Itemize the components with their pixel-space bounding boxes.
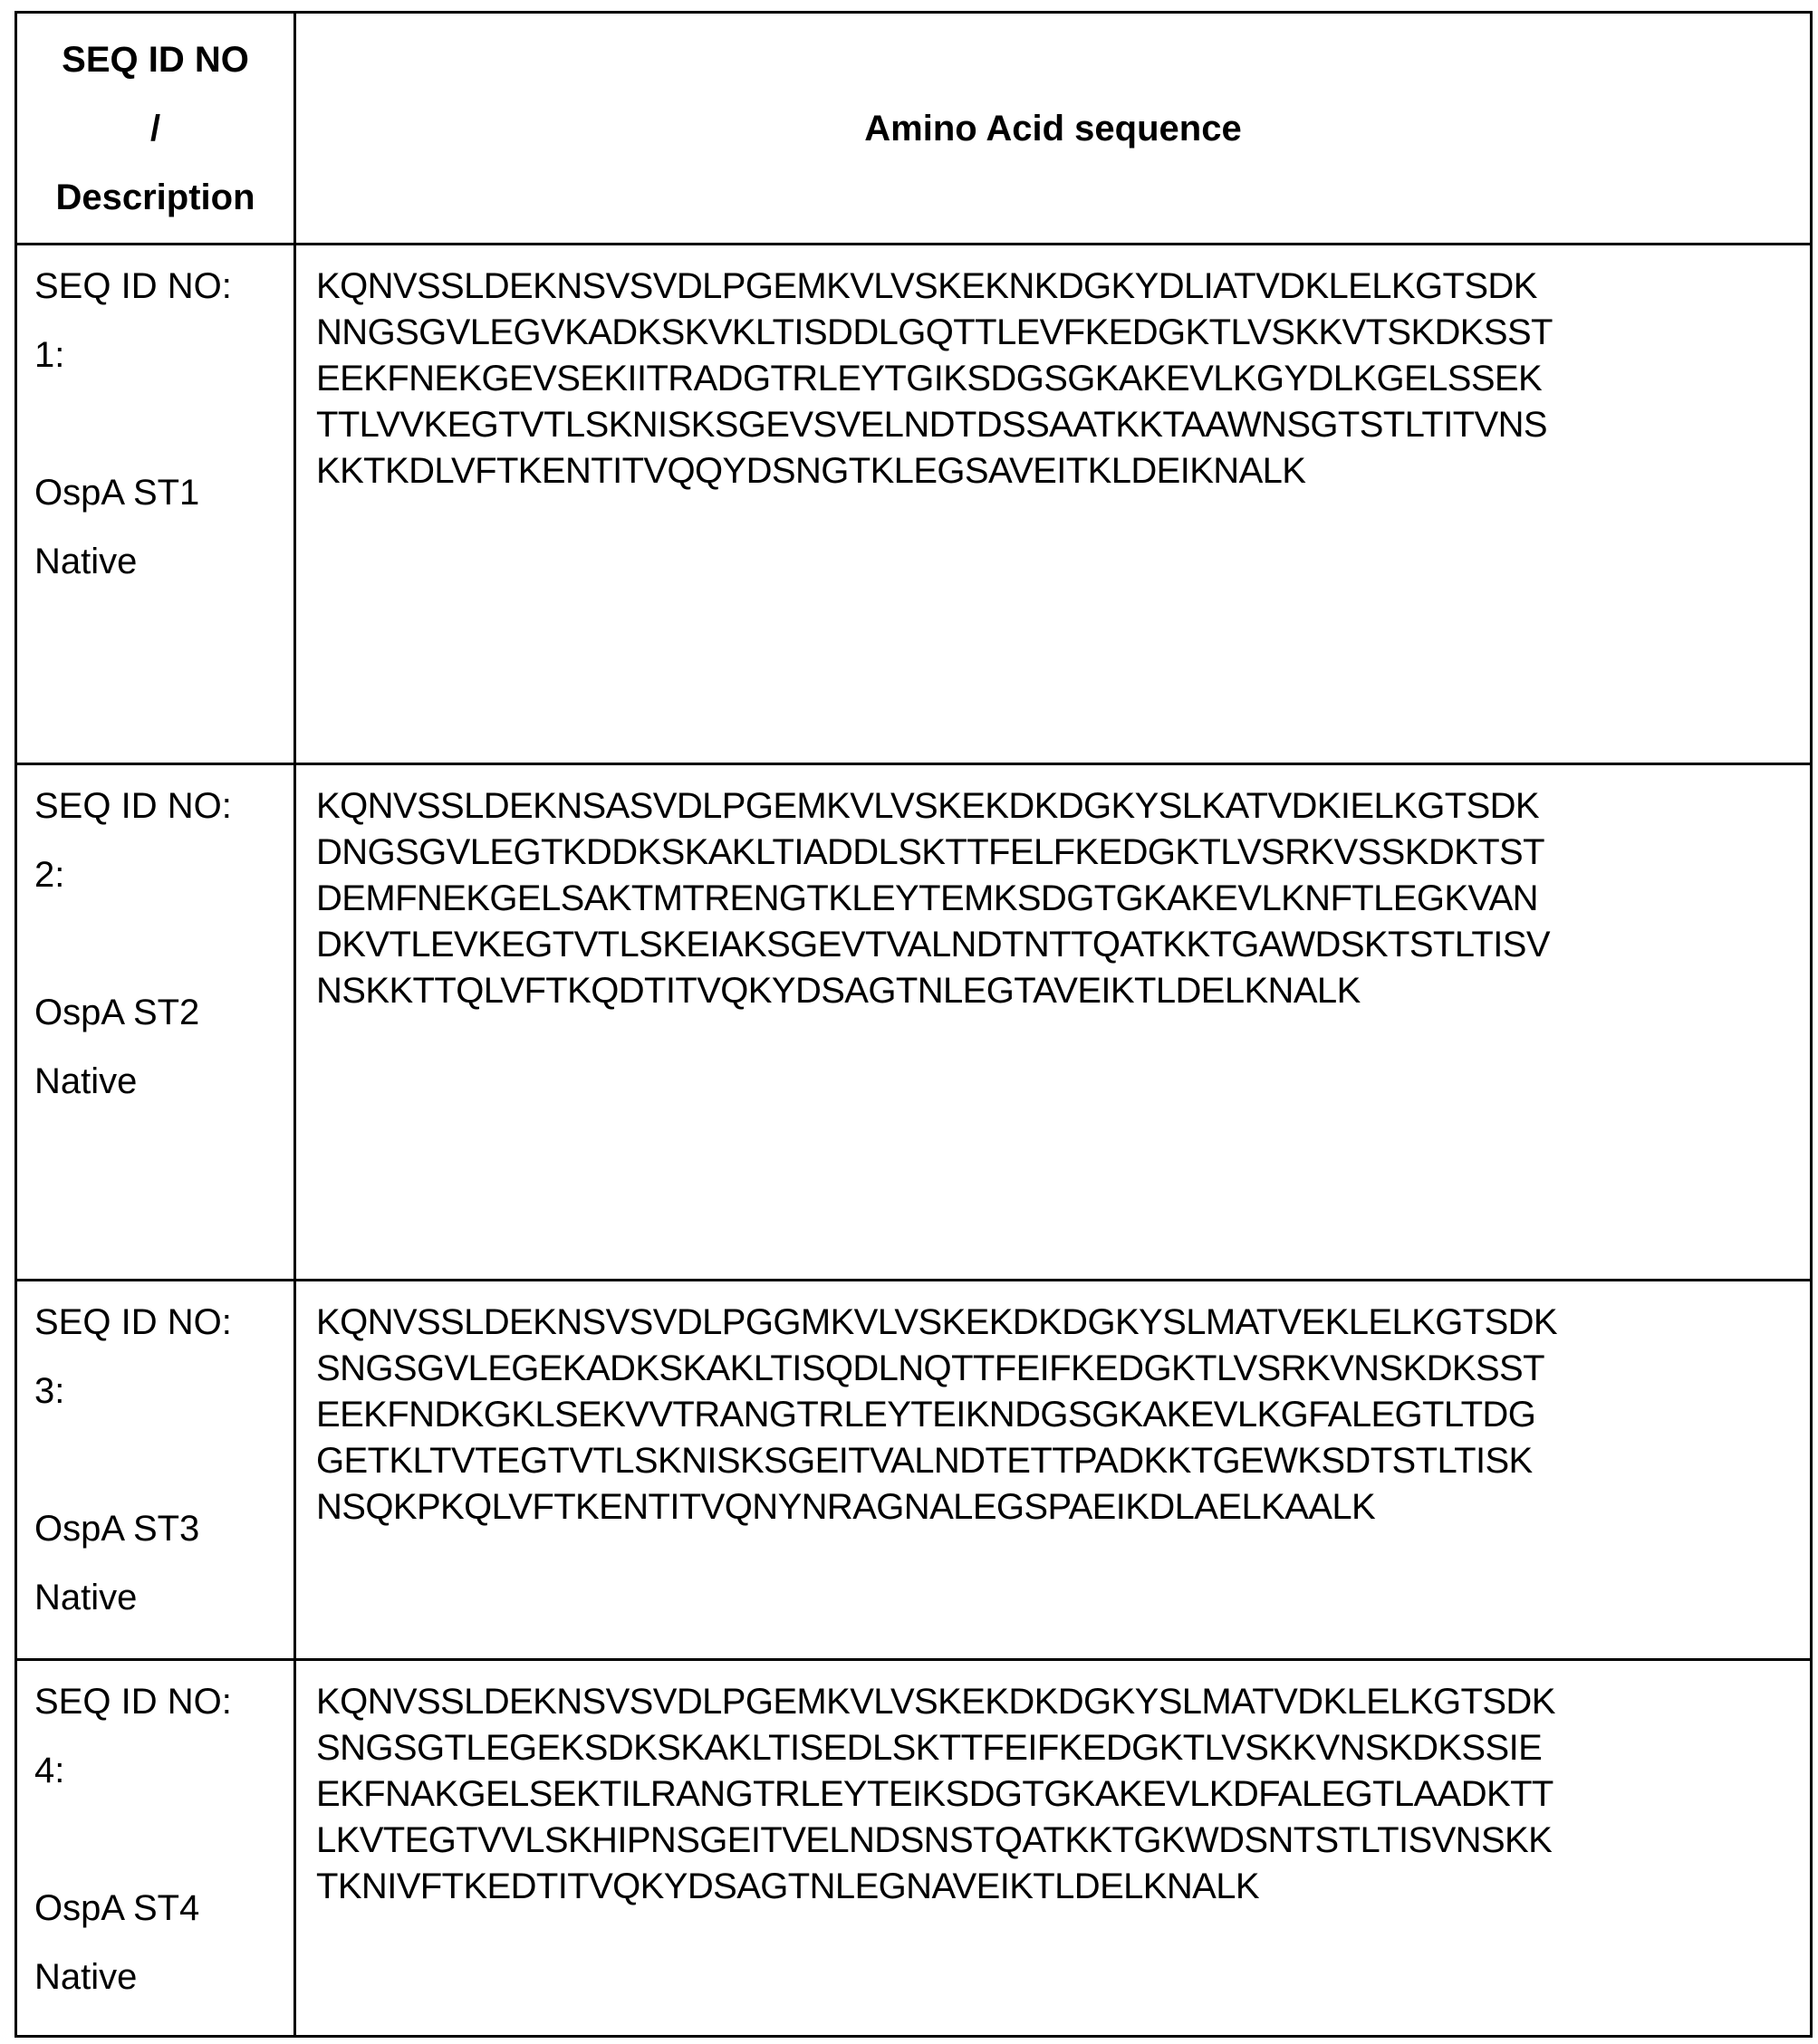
sequence-line: DKVTLEVKEGTVTLSKEIAKSGEVTVALNDTNTTQATKKTGAWDSKTSTLTISV	[316, 922, 1801, 968]
sequence-line: NNGSGVLEGVKADKSKVKLTISDDLGQTTLEVFKEDGKTLVSKKVTSKDKSST	[316, 310, 1801, 356]
table-row	[16, 764, 1812, 1281]
seq-number: 2:	[34, 840, 284, 909]
sequence-cell	[295, 1660, 1812, 2037]
sequence-line: KQNVSSLDEKNSVSVDLPGEMKVLVSKEKNKDGKYDLIATVDKLELKGTSDK	[316, 264, 1801, 310]
sequence-line: NSQKPKQLVFTKENTITVQNYNRAGNALEGSPAEIKDLAELKAALK	[316, 1484, 1801, 1531]
sequence-line: KQNVSSLDEKNSASVDLPGEMKVLVSKEKDKDGKYSLKATVDKIELKGTSDK	[316, 783, 1801, 830]
protein-name: OspA ST2	[34, 978, 284, 1047]
sequence-line: KKTKDLVFTKENTITVQQYDSNGTKLEGSAVEITKLDEIKNALK	[316, 448, 1801, 494]
header-sequence: Amino Acid sequence	[295, 13, 1812, 245]
sequence-table	[14, 11, 1813, 2038]
header-line: SEQ ID NO	[17, 25, 293, 94]
protein-type: Native	[34, 527, 284, 596]
protein-type: Native	[34, 1563, 284, 1632]
table-row	[16, 1660, 1812, 2037]
header-row	[16, 13, 1812, 245]
description-cell	[16, 764, 295, 1281]
header-line: /	[17, 94, 293, 163]
seq-number: 3:	[34, 1357, 284, 1425]
description-cell	[16, 1660, 295, 2037]
sequence-line: DNGSGVLEGTKDDKSKAKLTIADDLSKTTFELFKEDGKTLVSRKVSSKDKTST	[316, 830, 1801, 876]
seq-id-label: SEQ ID NO:	[34, 772, 284, 840]
sequence-line: EEKFNEKGEVSEKIITRADGTRLEYTGIKSDGSGKAKEVLKGYDLKGELSSEK	[316, 356, 1801, 402]
sequence-line: DEMFNEKGELSAKTMTRENGTKLEYTEMKSDGTGKAKEVLKNFTLEGKVAN	[316, 876, 1801, 922]
sequence-cell	[295, 1281, 1812, 1660]
protein-name: OspA ST3	[34, 1494, 284, 1563]
sequence-line: SNGSGTLEGEKSDKSKAKLTISEDLSKTTFEIFKEDGKTLVSKKVNSKDKSSIE	[316, 1725, 1801, 1771]
protein-name: OspA ST1	[34, 458, 284, 527]
sequence-line: TKNIVFTKEDTITVQKYDSAGTNLEGNAVEIKTLDELKNALK	[316, 1864, 1801, 1910]
sequence-line: KQNVSSLDEKNSVSVDLPGGMKVLVSKEKDKDGKYSLMATVEKLELKGTSDK	[316, 1300, 1801, 1346]
protein-name: OspA ST4	[34, 1874, 284, 1943]
sequence-line: EKFNAKGELSEKTILRANGTRLEYTEIKSDGTGKAKEVLKDFALEGTLAADKTT	[316, 1771, 1801, 1818]
sequence-line: NSKKTTQLVFTKQDTITVQKYDSAGTNLEGTAVEIKTLDELKNALK	[316, 968, 1801, 1014]
seq-number: 4:	[34, 1736, 284, 1805]
sequence-line: GETKLTVTEGTVTLSKNISKSGEITVALNDTETTPADKKTGEWKSDTSTLTISK	[316, 1438, 1801, 1484]
seq-id-label: SEQ ID NO:	[34, 1667, 284, 1736]
header-line: Description	[17, 163, 293, 232]
seq-number: 1:	[34, 321, 284, 389]
protein-type: Native	[34, 1047, 284, 1116]
sequence-line: TTLVVKEGTVTLSKNISKSGEVSVELNDTDSSAATKKTAAWNSGTSTLTITVNS	[316, 402, 1801, 448]
description-cell	[16, 1281, 295, 1660]
sequence-line: SNGSGVLEGEKADKSKAKLTISQDLNQTTFEIFKEDGKTLVSRKVNSKDKSST	[316, 1346, 1801, 1392]
sequence-line: LKVTEGTVVLSKHIPNSGEITVELNDSNSTQATKKTGKWDSNTSTLTISVNSKK	[316, 1818, 1801, 1864]
seq-id-label: SEQ ID NO:	[34, 252, 284, 321]
seq-id-label: SEQ ID NO:	[34, 1288, 284, 1357]
sequence-line: KQNVSSLDEKNSVSVDLPGEMKVLVSKEKDKDGKYSLMATVDKLELKGTSDK	[316, 1679, 1801, 1725]
sequence-cell	[295, 245, 1812, 764]
description-cell	[16, 245, 295, 764]
protein-type: Native	[34, 1943, 284, 2011]
table-row	[16, 1281, 1812, 1660]
header-seq-id	[16, 13, 295, 245]
sequence-cell	[295, 764, 1812, 1281]
sequence-line: EEKFNDKGKLSEKVVTRANGTRLEYTEIKNDGSGKAKEVLKGFALEGTLTDG	[316, 1392, 1801, 1438]
table-row	[16, 245, 1812, 764]
